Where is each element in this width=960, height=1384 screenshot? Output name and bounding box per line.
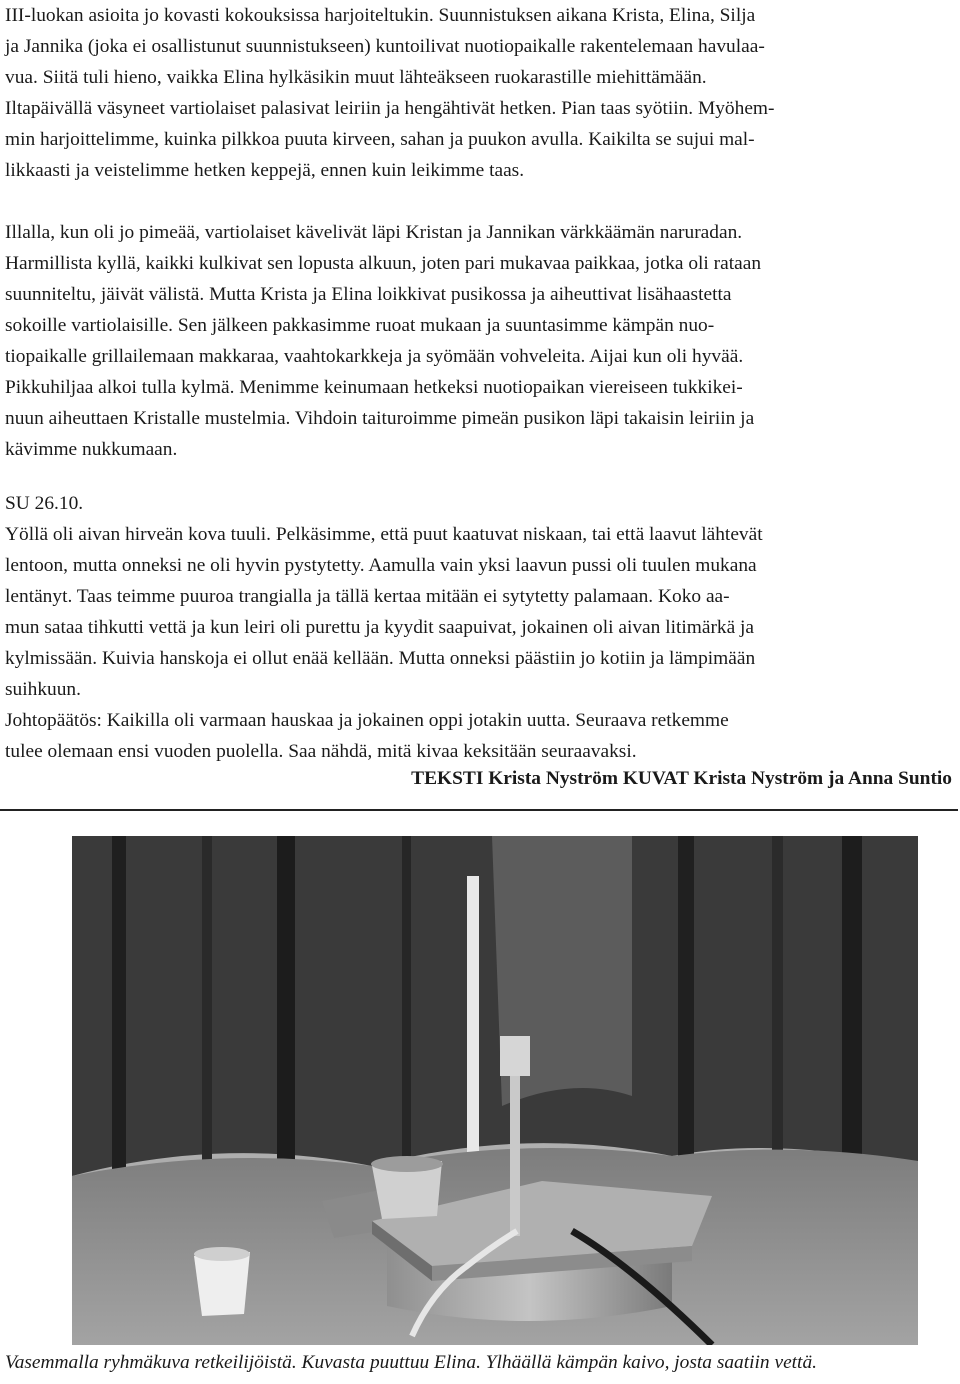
text-line: Pikkuhiljaa alkoi tulla kylmä. Menimme keinumaan hetkeksi nuotiopaikan viereiseen tukkikei-	[5, 377, 743, 398]
birch-trunk	[467, 876, 479, 1176]
white-bucket	[194, 1252, 250, 1316]
text-line: min harjoittelimme, kuinka pilkkoa puuta kirveen, sahan ja puukon avulla. Kaikilta se sujui mal-	[5, 129, 755, 150]
horizontal-divider	[0, 809, 958, 811]
text-line: lentänyt. Taas teimme puuroa trangialla ja tällä kertaa mitään ei sytytetty palamaan. Koko aa-	[5, 586, 730, 607]
text-line: Harmillista kyllä, kaikki kulkivat sen lopusta alkuun, joten pari mukavaa paikkaa, jotka oli rataan	[5, 253, 762, 274]
text-line: ja Jannika (joka ei osallistunut suunnistukseen) kuntoilivat nuotiopaikalle rakentelemaan havulaa-	[5, 36, 765, 57]
text-line: nuun aiheuttaen Kristalle mustelmia. Vihdoin taituroimme pimeän pusikon läpi takaisin leiriin ja	[5, 408, 755, 429]
text-line: III-luokan asioita jo kovasti kokouksissa harjoiteltukin. Suunnistuksen aikana Krista, Elina, Silja	[5, 5, 756, 26]
paragraph-3	[5, 488, 953, 767]
well-photo-illustration	[72, 836, 918, 1345]
date-heading: SU 26.10.	[5, 493, 84, 514]
text-line: kylmissään. Kuivia hanskoja ei ollut enää kellään. Mutta onneksi päästiin jo kotiin ja lämpimään	[5, 648, 756, 669]
text-line: suihkuun.	[5, 679, 81, 700]
paragraph-2	[5, 217, 953, 465]
text-line: Illalla, kun oli jo pimeää, vartiolaiset kävelivät läpi Kristan ja Jannikan värkkäämän naruradan.	[5, 222, 743, 243]
text-line: tiopaikalle grillailemaan makkaraa, vaahtokarkkeja ja syömään vohveleita. Aijai kun oli hyvää.	[5, 346, 744, 367]
text-line: Iltapäivällä väsyneet vartiolaiset palasivat leiriin ja hengähtivät hetken. Pian taas syötiin. Myöhem-	[5, 98, 775, 119]
text-line: kävimme nukkumaan.	[5, 439, 178, 460]
tree-trunk	[112, 836, 126, 1196]
text-line: Yöllä oli aivan hirveän kova tuuli. Pelkäsimme, että puut kaatuvat niskaan, tai että laavut lähtevät	[5, 524, 763, 545]
paragraph-1	[5, 0, 953, 186]
pump-head	[500, 1036, 530, 1076]
tree-trunk	[402, 836, 411, 1176]
text-line: suunniteltu, jäivät välistä. Mutta Krista ja Elina loikkivat pusikossa ja aiheuttivat lisähaastetta	[5, 284, 732, 305]
white-bucket-rim	[194, 1247, 250, 1261]
tree-trunk	[277, 836, 295, 1201]
text-line: Johtopäätös: Kaikilla oli varmaan hauskaa ja jokainen oppi jotakin uutta. Seuraava retkemme	[5, 710, 729, 731]
text-line: likkaasti ja veistelimme hetken keppejä, ennen kuin leikimme taas.	[5, 160, 525, 181]
tree-trunk	[842, 836, 862, 1181]
text-line: mun sataa tihkutti vettä ja kun leiri oli purettu ja kyydit saapuivat, jokainen oli aivan litimärkä ja	[5, 617, 755, 638]
photo-caption: Vasemmalla ryhmäkuva retkeilijöistä. Kuvasta puuttuu Elina. Ylhäällä kämpän kaivo, josta saatiin vettä.	[5, 1352, 817, 1373]
metal-bucket-rim	[371, 1156, 443, 1172]
text-line: sokoille vartiolaisille. Sen jälkeen pakkasimme ruoat mukaan ja suuntasimme kämpän nuo-	[5, 315, 715, 336]
author-credit: TEKSTI Krista Nyström KUVAT Krista Nyström ja Anna Suntio	[411, 768, 952, 789]
tree-trunk	[678, 836, 694, 1166]
tree-trunk	[202, 836, 212, 1186]
text-line: lentoon, mutta onneksi ne oli hyvin pystytetty. Aamulla vain yksi laavun pussi oli tuulen mukana	[5, 555, 757, 576]
pump-pipe	[510, 1061, 520, 1236]
text-line: tulee olemaan ensi vuoden puolella. Saa nähdä, mitä kivaa keksitään seuraavaksi.	[5, 741, 637, 762]
well-photo	[72, 836, 918, 1345]
text-line: vua. Siitä tuli hieno, vaikka Elina hylkäsikin muut lähteäkseen ruokarastille miehittämään.	[5, 67, 707, 88]
tree-trunk	[772, 836, 783, 1171]
